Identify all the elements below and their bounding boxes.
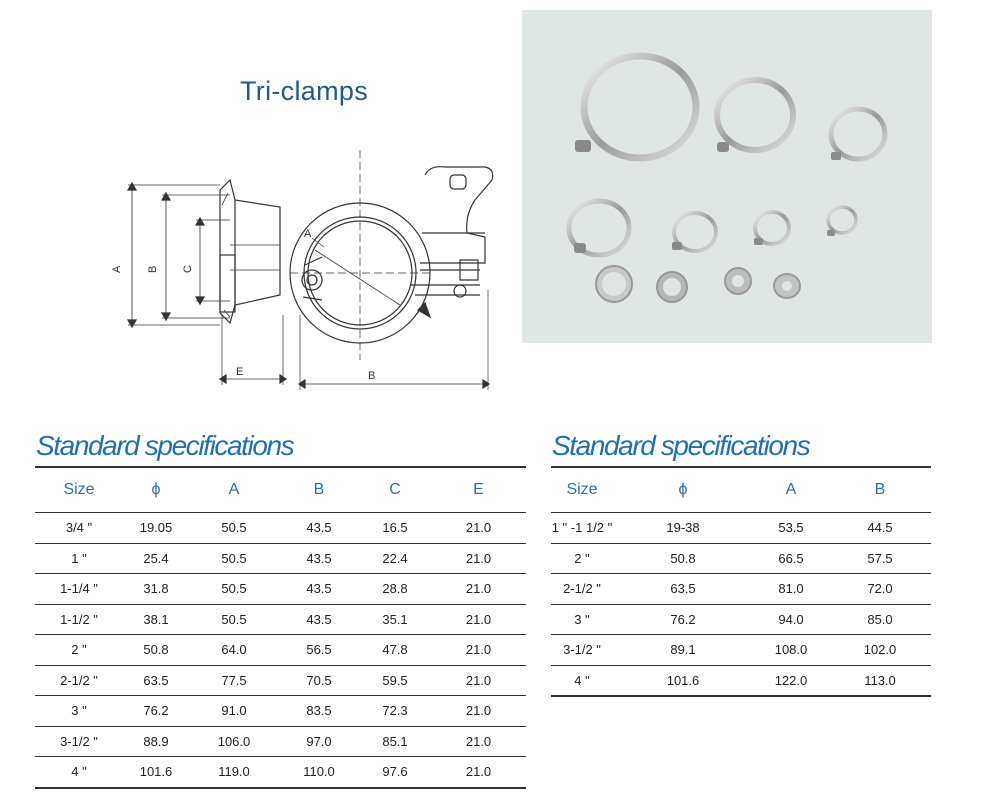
table-cell: 38.1 [123,604,189,635]
table-cell: 28.8 [359,574,431,605]
table-cell: 59.5 [359,665,431,696]
table-cell: 21.0 [431,513,526,544]
table-cell: 53.5 [753,513,829,544]
spec-table-1 [35,466,526,789]
table-cell: 21.0 [431,696,526,727]
table-cell: 16.5 [359,513,431,544]
table-cell: 44.5 [829,513,931,544]
table-cell: 106.0 [189,726,279,757]
table-cell: 63.5 [123,665,189,696]
table-cell: 72.0 [829,574,931,605]
table-cell: 21.0 [431,726,526,757]
table-cell: 43.5 [279,574,359,605]
table-cell: 77.5 [189,665,279,696]
table-cell: 1 " -1 1/2 " [551,513,613,544]
table-cell: 113.0 [829,665,931,696]
table-cell: 83.5 [279,696,359,727]
column-header: E [431,467,526,513]
table-cell: 97.0 [279,726,359,757]
table-cell: 31.8 [123,574,189,605]
column-header: Size [551,467,613,513]
table-row [35,665,526,696]
product-photo [522,10,932,343]
table-row [551,574,931,605]
table-cell: 1-1/4 " [35,574,123,605]
table-cell: 3 " [35,696,123,727]
page-title: Tri-clamps [240,76,368,106]
table-cell: 21.0 [431,604,526,635]
spec-table-2 [551,466,931,697]
table-cell: 72.3 [359,696,431,727]
table-cell: 66.5 [753,543,829,574]
table-cell: 50.5 [189,513,279,544]
column-header: Size [35,467,123,513]
table-cell: 56.5 [279,635,359,666]
table-cell: 50.8 [123,635,189,666]
table-row [35,726,526,757]
table-cell: 108.0 [753,635,829,666]
table-cell: 101.6 [613,665,753,696]
table-cell: 43.5 [279,513,359,544]
table-cell: 25.4 [123,543,189,574]
dim-label-E: E [236,366,244,378]
table-cell: 43.5 [279,543,359,574]
table-cell: 50.5 [189,604,279,635]
table-cell: 21.0 [431,665,526,696]
column-header: A [189,467,279,513]
table-cell: 64.0 [189,635,279,666]
table-cell: 2 " [551,543,613,574]
table-row [551,635,931,666]
table-cell: 76.2 [123,696,189,727]
table-cell: 3/4 " [35,513,123,544]
table-cell: 21.0 [431,543,526,574]
table-cell: 22.4 [359,543,431,574]
column-header: C [359,467,431,513]
table-cell: 91.0 [189,696,279,727]
table-cell: 47.8 [359,635,431,666]
table-row [551,513,931,544]
spec-title-1: Standard specifications [36,430,294,461]
table-cell: 122.0 [753,665,829,696]
table-cell: 21.0 [431,574,526,605]
table-row [35,513,526,544]
table-row [35,604,526,635]
table-cell: 4 " [551,665,613,696]
clamp-photo-illustration [522,10,932,343]
dim-label-B-clamp: B [368,370,376,382]
table-cell: 94.0 [753,604,829,635]
table-cell: 57.5 [829,543,931,574]
table-cell: 1 " [35,543,123,574]
table-row [35,696,526,727]
table-cell: 2-1/2 " [35,665,123,696]
table-cell: 2 " [35,635,123,666]
table-cell: 102.0 [829,635,931,666]
table-cell: 43.5 [279,604,359,635]
table-cell: 110.0 [279,757,359,788]
table-cell: 63.5 [613,574,753,605]
table-row [35,574,526,605]
table-cell: 88.9 [123,726,189,757]
column-header: A [753,467,829,513]
table-cell: 1-1/2 " [35,604,123,635]
column-header: B [829,467,931,513]
table-cell: 3-1/2 " [35,726,123,757]
table-cell: 97.6 [359,757,431,788]
table-cell: 119.0 [189,757,279,788]
column-header: ϕ [123,467,189,513]
table-cell: 21.0 [431,757,526,788]
table-cell: 85.0 [829,604,931,635]
table-row [35,635,526,666]
table-cell: 50.5 [189,543,279,574]
dim-label-C: C [182,265,194,273]
table-cell: 21.0 [431,635,526,666]
dim-label-B: B [147,265,159,273]
tri-clamp-technical-drawing [100,145,500,395]
table-cell: 2-1/2 " [551,574,613,605]
column-header: ϕ [613,467,753,513]
table-row [551,543,931,574]
table-row [35,543,526,574]
table-cell: 3-1/2 " [551,635,613,666]
table-cell: 3 " [551,604,613,635]
table-cell: 101.6 [123,757,189,788]
table-row [551,604,931,635]
column-header: B [279,467,359,513]
table-cell: 50.8 [613,543,753,574]
table-cell: 35.1 [359,604,431,635]
table-row [35,757,526,788]
table-cell: 4 " [35,757,123,788]
table-cell: 89.1 [613,635,753,666]
dim-label-A: A [111,265,123,273]
table-cell: 85.1 [359,726,431,757]
spec-title-2: Standard specifications [552,430,810,461]
table-row [551,665,931,696]
table-cell: 19.05 [123,513,189,544]
table-cell: 50.5 [189,574,279,605]
dim-label-A-angle: A [304,228,312,240]
table-cell: 70.5 [279,665,359,696]
table-cell: 81.0 [753,574,829,605]
table-cell: 19-38 [613,513,753,544]
table-cell: 76.2 [613,604,753,635]
